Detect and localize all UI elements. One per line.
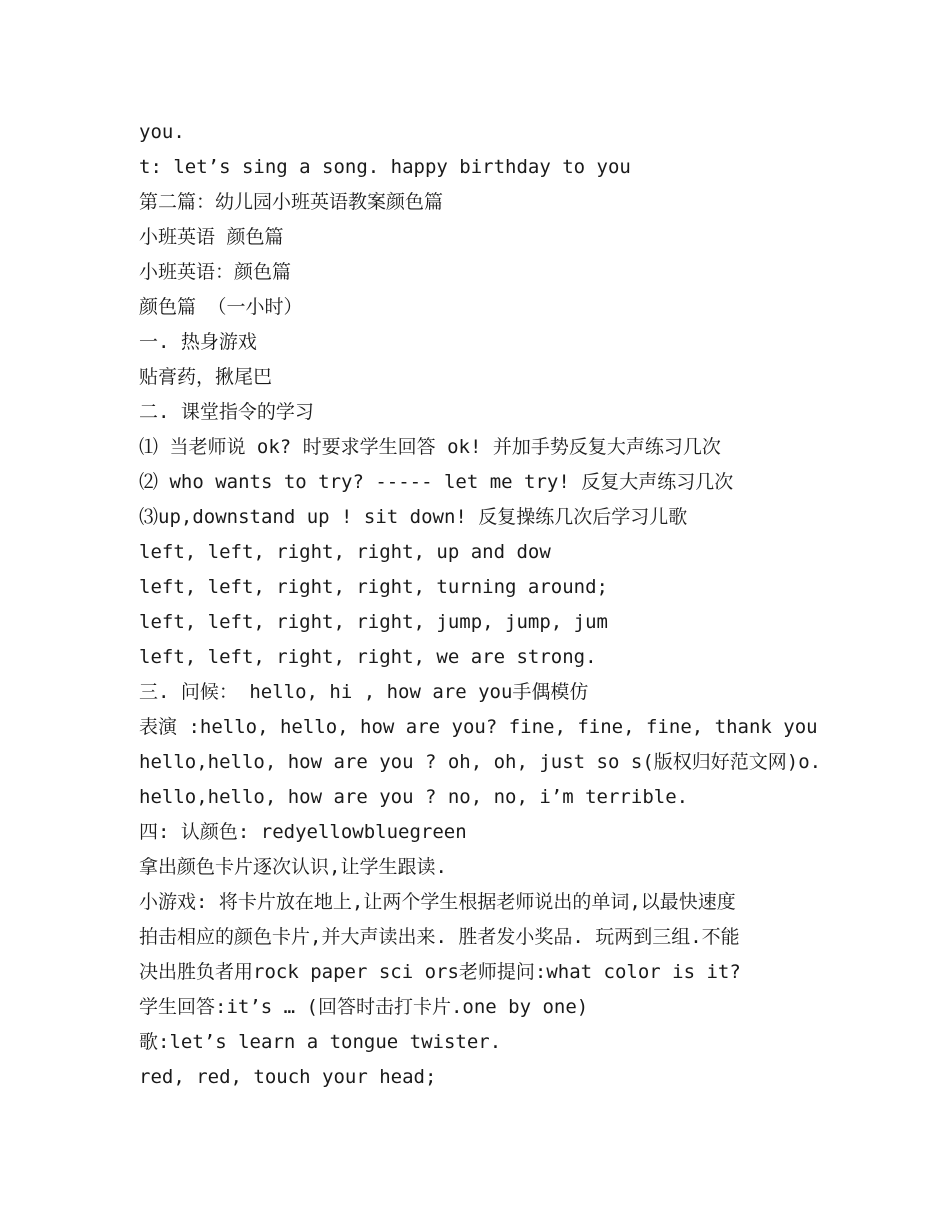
song-line: left, left, right, right, jump, jump, jum <box>139 611 608 633</box>
text-line: hello,hello, how are you ? oh, oh, just so s(版权归好范文网)o. <box>139 751 822 773</box>
text-line: 歌:let’s learn a tongue twister. <box>139 1031 502 1053</box>
subheading: 二. 课堂指令的学习 <box>139 401 314 423</box>
text-line: you. <box>139 121 185 143</box>
list-item: ⑶up,downstand up ! sit down! 反复操练几次后学习儿歌 <box>139 506 688 528</box>
list-item: ⑵ who wants to try? ----- let me try! 反复大声练习几次 <box>139 471 734 493</box>
song-line: left, left, right, right, turning around; <box>139 576 608 598</box>
list-item: ⑴ 当老师说 ok? 时要求学生回答 ok! 并加手势反复大声练习几次 <box>139 436 721 458</box>
text-line: t: let’s sing a song. happy birthday to you <box>139 156 631 178</box>
text-line: red, red, touch your head; <box>139 1066 437 1088</box>
text-line: 贴膏药，揪尾巴 <box>139 366 273 388</box>
subheading: 一. 热身游戏 <box>139 331 257 353</box>
text-line: 拍击相应的颜色卡片,并大声读出来. 胜者发小奖品. 玩两到三组.不能 <box>139 926 740 948</box>
text-line: 小班英语：颜色篇 <box>139 261 292 283</box>
section-heading: 第二篇：幼儿园小班英语教案颜色篇 <box>139 191 444 213</box>
song-line: left, left, right, right, up and dow <box>139 541 551 563</box>
text-line: 颜色篇 （一小时） <box>139 296 303 318</box>
document-body <box>139 115 829 1095</box>
text-line: 拿出颜色卡片逐次认识,让学生跟读. <box>139 856 447 878</box>
subheading: 四: 认颜色: redyellowbluegreen <box>139 821 467 843</box>
text-line: 表演 :hello, hello, how are you? fine, fine, fine, thank you <box>139 716 818 738</box>
text-line: 小班英语 颜色篇 <box>139 226 284 248</box>
subheading: 三. 问候： hello, hi , how are you手偶模仿 <box>139 681 589 703</box>
text-line: 小游戏: 将卡片放在地上,让两个学生根据老师说出的单词,以最快速度 <box>139 891 736 913</box>
text-line: 决出胜负者用rock paper sci ors老师提问:what color is it? <box>139 961 741 983</box>
text-line: hello,hello, how are you ? no, no, i’m terrible. <box>139 786 689 808</box>
song-line: left, left, right, right, we are strong. <box>139 646 597 668</box>
text-line: 学生回答:it’s … (回答时击打卡片.one by one) <box>139 996 589 1018</box>
